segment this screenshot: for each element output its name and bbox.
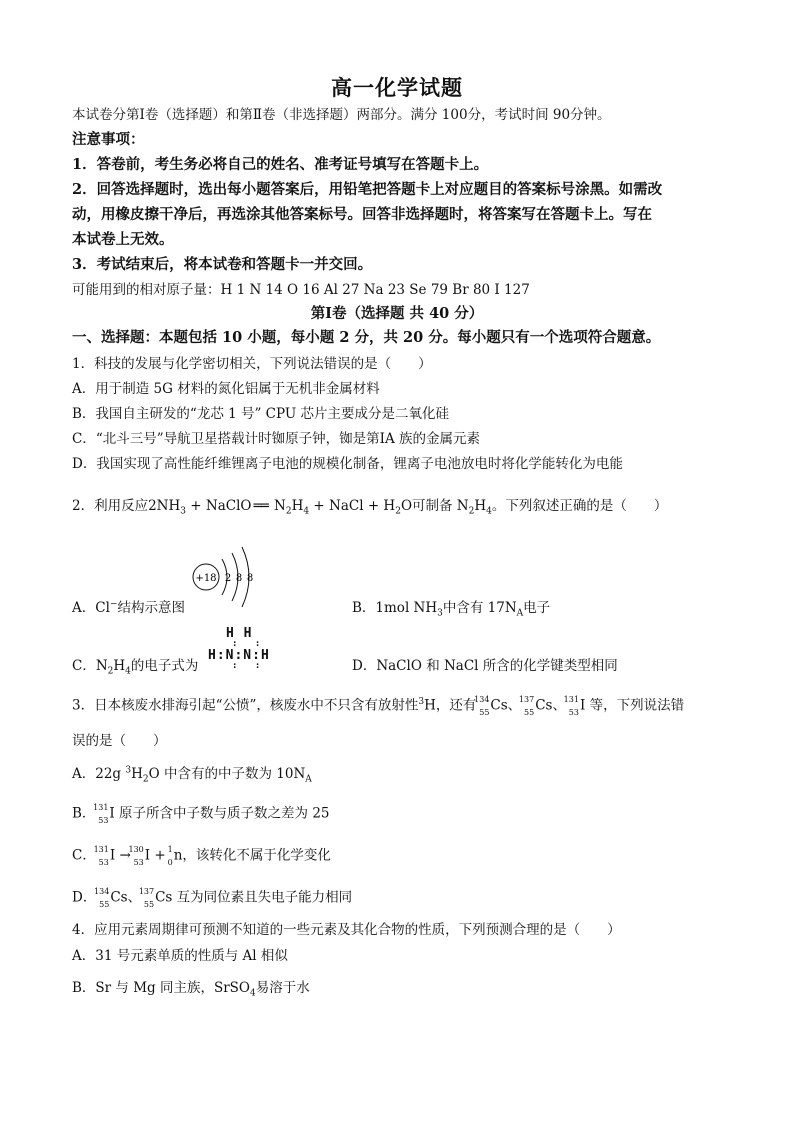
part-heading: 一、选择题：本题包括 10 小题，每小题 2 分，共 20 分。每小题只有一个选项符合题意。 [72,329,661,346]
q3-cs-2: Cs、 [535,697,566,714]
note-2-end: 本试卷上无效。 [72,231,174,248]
q2-c-sub1: 2 [107,666,114,677]
lewis-dots-top: : : [232,639,267,649]
q3-c-arrow: I → [109,847,131,864]
note-1: 1．答卷前，考生务必将自己的姓名、准考证号填写在答题卡上。 [72,156,489,173]
q2-product-1: N [269,498,286,514]
q2-b-mid: 中含有 17N [442,600,517,616]
q3-i131-nuclide: 131 53 [563,695,579,717]
shell-2-electrons: 8 [235,573,243,584]
q3-c-label: C． [72,847,96,864]
q4-b-text: B．Sr 与 Mg 同主族，SrSO [72,980,250,996]
q2-option-b [352,598,550,618]
q4-b-sub: 4 [249,988,256,999]
q3-c-nuclide-1: 131 53 [93,845,109,867]
q2-mid-sub2: 4 [486,506,492,517]
shell-1-electrons: 2 [224,573,232,584]
q3-c-plus: I + [144,847,166,864]
q3-b-text: I 原子所含中子数与质子数之差为 25 [109,805,330,822]
q3-a-mid: H [131,766,143,782]
q2-reaction-arrow: ══ [253,498,268,514]
q2-tail: 。下列叙述正确的是（ ） [491,498,668,514]
q3-c-end: n，该转化不属于化学变化 [173,847,331,864]
q2-product-2-end: O [400,498,413,514]
note-3: 3．考试结束后，将本试卷和答题卡一并交回。 [72,256,373,273]
q3-a-sub: 2 [142,774,149,785]
q4-option-a: A．31 号元素单质的性质与 Al 相似 [72,948,288,964]
q2-product-2: + NaCl + H [309,498,396,514]
q2-c-end: 的电子式为 [130,658,199,674]
q4-b-end: 易溶于水 [255,980,310,996]
q2-a-text: 结构示意图 [117,600,185,616]
q2-c-sub2: 4 [125,666,131,677]
q2-b-end: 电子 [523,600,551,616]
q3-b-label: B． [72,805,96,822]
lewis-mid-row: H:N:N:H [208,648,270,663]
q4-option-b [72,978,734,998]
q4-stem: 4．应用元素周期律可预测不知道的一些元素及其化合物的性质，下列预测合理的是（ ） [72,922,621,938]
q1-option-b: B．我国自主研发的“龙芯 1 号” CPU 芯片主要成分是二氧化硅 [72,406,450,422]
q1-option-d: D．我国实现了高性能纤维锂离子电池的规模化制备，锂离子电池放电时将化学能转化为电能 [72,456,623,472]
q3-cs134-nuclide: 134 55 [474,695,490,717]
q3-d-nuclide-2: 137 55 [138,887,155,909]
q3-h-mass: 3 [418,697,425,707]
q3-a-end: O 中含有的中子数为 10N [148,766,306,782]
q3-a-mass: 3 [125,765,132,776]
q3-option-d [72,887,734,909]
q3-c-neutron: 1 0 [167,845,173,867]
section-heading: 第Ⅰ卷（选择题 共 40 分） [310,305,484,322]
q2-mid: 可制备 N [412,498,469,514]
q2-b-subA: A [516,608,524,619]
q3-option-c [72,845,734,867]
q2-b-sub: 3 [437,608,443,619]
q3-a-subA: A [305,774,312,785]
exam-intro: 本试卷分第Ⅰ卷（选择题）和第Ⅱ卷（非选择题）两部分。满分 100分，考试时间 90分钟。 [72,107,611,123]
q1-option-a: A．用于制造 5G 材料的氮化铝属于无机非金属材料 [72,381,380,397]
atomic-masses: 可能用到的相对原子量：H 1 N 14 O 16 Al 27 Na 23 Se 79 Br 80 I 127 [72,282,530,298]
q3-d-end: Cs 互为同位素且失电子能力相同 [155,889,353,906]
q3-d-nuclide-1: 134 55 [94,887,110,909]
q3-b-nuclide: 131 53 [93,803,109,825]
q2-option-d: D．NaClO 和 NaCl 所含的化学键类型相同 [352,658,618,674]
n2h4-lewis-structure [208,626,270,670]
shell-3-electrons: 8 [246,573,254,584]
q2-product-1-sub1: 2 [285,506,292,517]
q2-lead: 2．利用反应 [72,498,149,514]
lewis-top-hydrogens: H H [226,626,253,641]
q3-cs137-nuclide: 137 55 [518,695,535,717]
lewis-dots-bottom: : : [232,661,267,671]
cl-ion-structure-diagram [190,543,270,611]
q2-b-text: B．1mol NH [352,600,438,616]
q2-reactant-2: + NaClO [186,498,252,514]
q2-option-a [72,598,185,618]
page-title: 高一化学试题 [331,75,463,100]
q3-stem-cont: 误的是（ ） [72,733,167,749]
q3-h-sym: H，还有 [424,697,477,714]
q3-option-b [72,803,734,825]
q1-option-c: C．“北斗三号”导航卫星搭载计时铷原子钟，铷是第ⅠA 族的金属元素 [72,431,481,447]
q3-c-nuclide-2: 130 53 [128,845,144,867]
nucleus-charge: +18 [195,573,217,584]
q3-a-text: A．22g [72,766,126,782]
q3-stem-b: I 等，下列说法错 [579,697,685,714]
q2-reactant-1-sub: 3 [180,506,187,517]
q2-product-2-sub: 2 [395,506,401,517]
q3-cs-1: Cs、 [490,697,522,714]
q3-option-a [72,764,734,784]
q2-mid-sub1: 2 [468,506,475,517]
note-2-cont: 动，用橡皮擦干净后，再选涂其他答案标号。回答非选择题时，将答案写在答题卡上。写在 [72,206,652,223]
q3-d-mid: Cs、 [110,889,142,906]
q2-reactant-1: 2NH [148,498,181,514]
notes-heading: 注意事项： [72,131,145,148]
q2-product-1-h: H [291,498,304,514]
q2-a-charge: − [109,599,118,610]
q2-a-label: A．Cl [72,600,110,616]
q2-mid-h: H [474,498,487,514]
note-2: 2．回答选择题时，选出每小题答案后，用铅笔把答题卡上对应题目的答案标号涂黑。如需改 [72,181,663,198]
q2-stem [72,496,734,516]
q2-c-text: C．N [72,658,108,674]
q2-product-1-sub2: 4 [303,506,310,517]
q2-c-h: H [113,658,126,674]
q2-option-c [72,656,198,676]
q3-stem [72,695,734,717]
q1-stem: 1．科技的发展与化学密切相关，下列说法错误的是（ ） [72,356,432,372]
q3-d-label: D． [72,889,97,906]
q3-stem-a: 3．日本核废水排海引起“公愤”，核废水中不只含有放射性 [72,697,419,714]
